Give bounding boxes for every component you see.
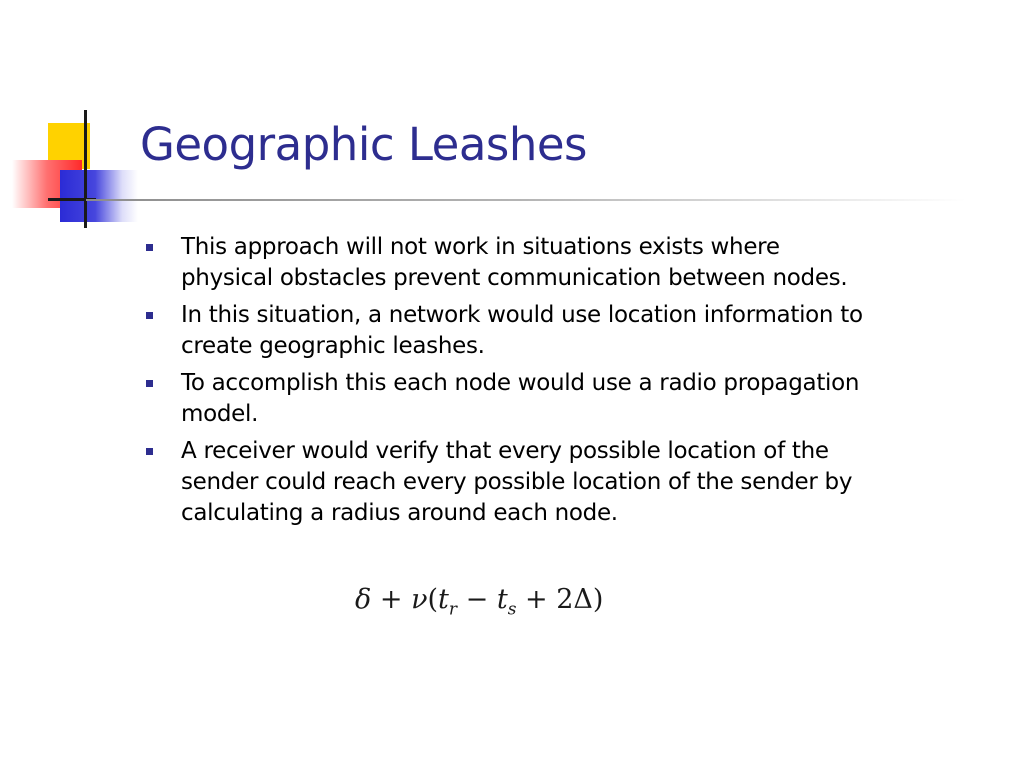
bullet-item xyxy=(146,300,876,362)
bullet-item xyxy=(146,232,876,294)
formula-sub-r: r xyxy=(448,599,458,620)
bullet-text: A receiver would verify that every possible location of the sender could reach every possible location of the sender by calculating a radius around each node. xyxy=(181,438,853,526)
bullet-item xyxy=(146,368,876,430)
formula-t-r: t xyxy=(438,584,449,615)
formula-nu: ν xyxy=(411,584,428,615)
formula-open-paren: ( xyxy=(427,584,439,615)
formula-minus: − xyxy=(457,584,497,615)
square-bullet-icon xyxy=(146,448,153,455)
formula-t-s: t xyxy=(496,584,508,615)
formula-close-paren: ) xyxy=(592,584,604,615)
formula-plus: + xyxy=(516,584,557,615)
slide-title: Geographic Leashes xyxy=(140,118,587,171)
leash-formula xyxy=(355,584,603,619)
title-underline xyxy=(86,199,966,201)
bullet-text: To accomplish this each node would use a radio propagation model. xyxy=(181,370,860,427)
bullet-text: In this situation, a network would use location information to create geographic leashes. xyxy=(181,302,863,359)
vertical-line xyxy=(84,110,87,228)
formula-plus: + xyxy=(371,584,412,615)
bullet-text: This approach will not work in situations exists where physical obstacles prevent communication between nodes. xyxy=(181,234,848,291)
square-bullet-icon xyxy=(146,380,153,387)
square-bullet-icon xyxy=(146,244,153,251)
bullet-item xyxy=(146,436,876,529)
decorative-logo xyxy=(0,0,150,240)
bullet-list xyxy=(146,232,876,535)
formula-sub-s: s xyxy=(507,599,517,620)
square-bullet-icon xyxy=(146,312,153,319)
formula-two-delta: 2Δ xyxy=(556,584,593,615)
formula-delta: δ xyxy=(355,584,372,615)
blue-square xyxy=(60,170,138,222)
